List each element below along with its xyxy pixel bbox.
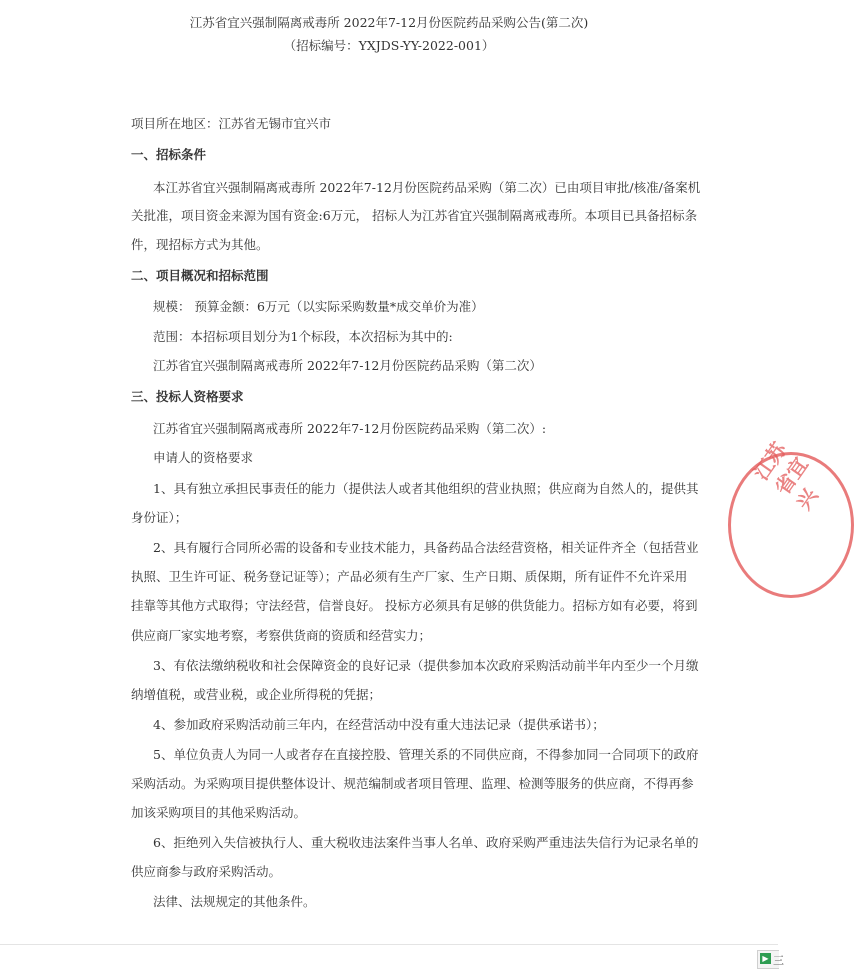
- divider: [0, 944, 778, 945]
- requirement-6: 6、拒绝列入失信被执行人、重大税收违法案件当事人名单、政府采购严重违法失信行为记录名单的: [153, 835, 699, 850]
- requirement-2: 供应商厂家实地考察，考察供货商的资质和经营实力；: [131, 628, 432, 643]
- requirement-3: 3、有依法缴纳税收和社会保障资金的良好记录（提供参加本次政府采购活动前半年内至少一个月缴: [153, 658, 699, 673]
- requirement-2: 挂靠等其他方式取得；守法经营，信誉良好。 投标方必须具有足够的供货能力。招标方如有必要，将到: [131, 598, 698, 613]
- section-3-heading: 三、投标人资格要求: [131, 389, 244, 404]
- other-conditions: 法律、法规规定的其他条件。: [153, 894, 316, 909]
- corner-panel-button[interactable]: [757, 950, 784, 969]
- requirement-5: 采购活动。为采购项目提供整体设计、规范编制或者项目管理、监理、检测等服务的供应商，不得再参: [131, 776, 694, 791]
- requirement-2: 执照、卫生许可证、税务登记证等）；产品必须有生产厂家、生产日期、质保期，所有证件不允许采用: [131, 569, 688, 584]
- requirement-5: 5、单位负责人为同一人或者存在直接控股、管理关系的不同供应商，不得参加同一合同项下的政府: [153, 747, 699, 762]
- section-2-item: 江苏省宜兴强制隔离戒毒所 2022年7-12月份医院药品采购（第二次）: [153, 358, 542, 373]
- requirement-1: 身份证）；: [131, 510, 188, 525]
- section-1-heading: 一、招标条件: [131, 147, 207, 162]
- section-1-paragraph: 本江苏省宜兴强制隔离戒毒所 2022年7-12月份医院药品采购（第二次）已由项目审批/核准/备案机: [153, 180, 701, 195]
- section-1-paragraph: 件，现招标方式为其他。: [131, 237, 269, 252]
- section-3-item: 江苏省宜兴强制隔离戒毒所 2022年7-12月份医院药品采购（第二次）:: [153, 421, 547, 436]
- panel-icon: ▶: [760, 953, 771, 964]
- section-3-requirements-label: 申请人的资格要求: [153, 450, 254, 465]
- requirement-4: 4、参加政府采购活动前三年内，在经营活动中没有重大违法记录（提供承诺书）；: [153, 717, 605, 732]
- document-title: 江苏省宜兴强制隔离戒毒所 2022年7-12月份医院药品采购公告(第二次): [189, 15, 589, 30]
- requirement-3: 纳增值税，或营业税，或企业所得税的凭据；: [131, 687, 382, 702]
- requirement-5: 加该采购项目的其他采购活动。: [131, 805, 307, 820]
- requirement-2: 2、具有履行合同所必需的设备和专业技术能力，具备药品合法经营资格，相关证件齐全（包括营业: [153, 540, 699, 555]
- corner-label: 三: [773, 954, 784, 967]
- official-seal-text: 江苏省宜兴: [748, 437, 823, 515]
- section-2-range: 范围：本招标项目划分为1个标段，本次招标为其中的:: [153, 329, 453, 344]
- section-2-heading: 二、项目概况和招标范围: [131, 268, 269, 283]
- requirement-6: 供应商参与政府采购活动。: [131, 864, 282, 879]
- tender-number: （招标编号：YXJDS-YY-2022-001）: [283, 38, 495, 53]
- section-2-scale: 规模： 预算金额：6万元（以实际采购数量*成交单价为准）: [153, 299, 484, 314]
- section-1-paragraph: 关批准，项目资金来源为国有资金:6万元， 招标人为江苏省宜兴强制隔离戒毒所。本项目已具备招标条: [131, 208, 698, 223]
- requirement-1: 1、具有独立承担民事责任的能力（提供法人或者其他组织的营业执照；供应商为自然人的，提供其: [153, 481, 699, 496]
- project-location: 项目所在地区：江苏省无锡市宜兴市: [131, 116, 332, 131]
